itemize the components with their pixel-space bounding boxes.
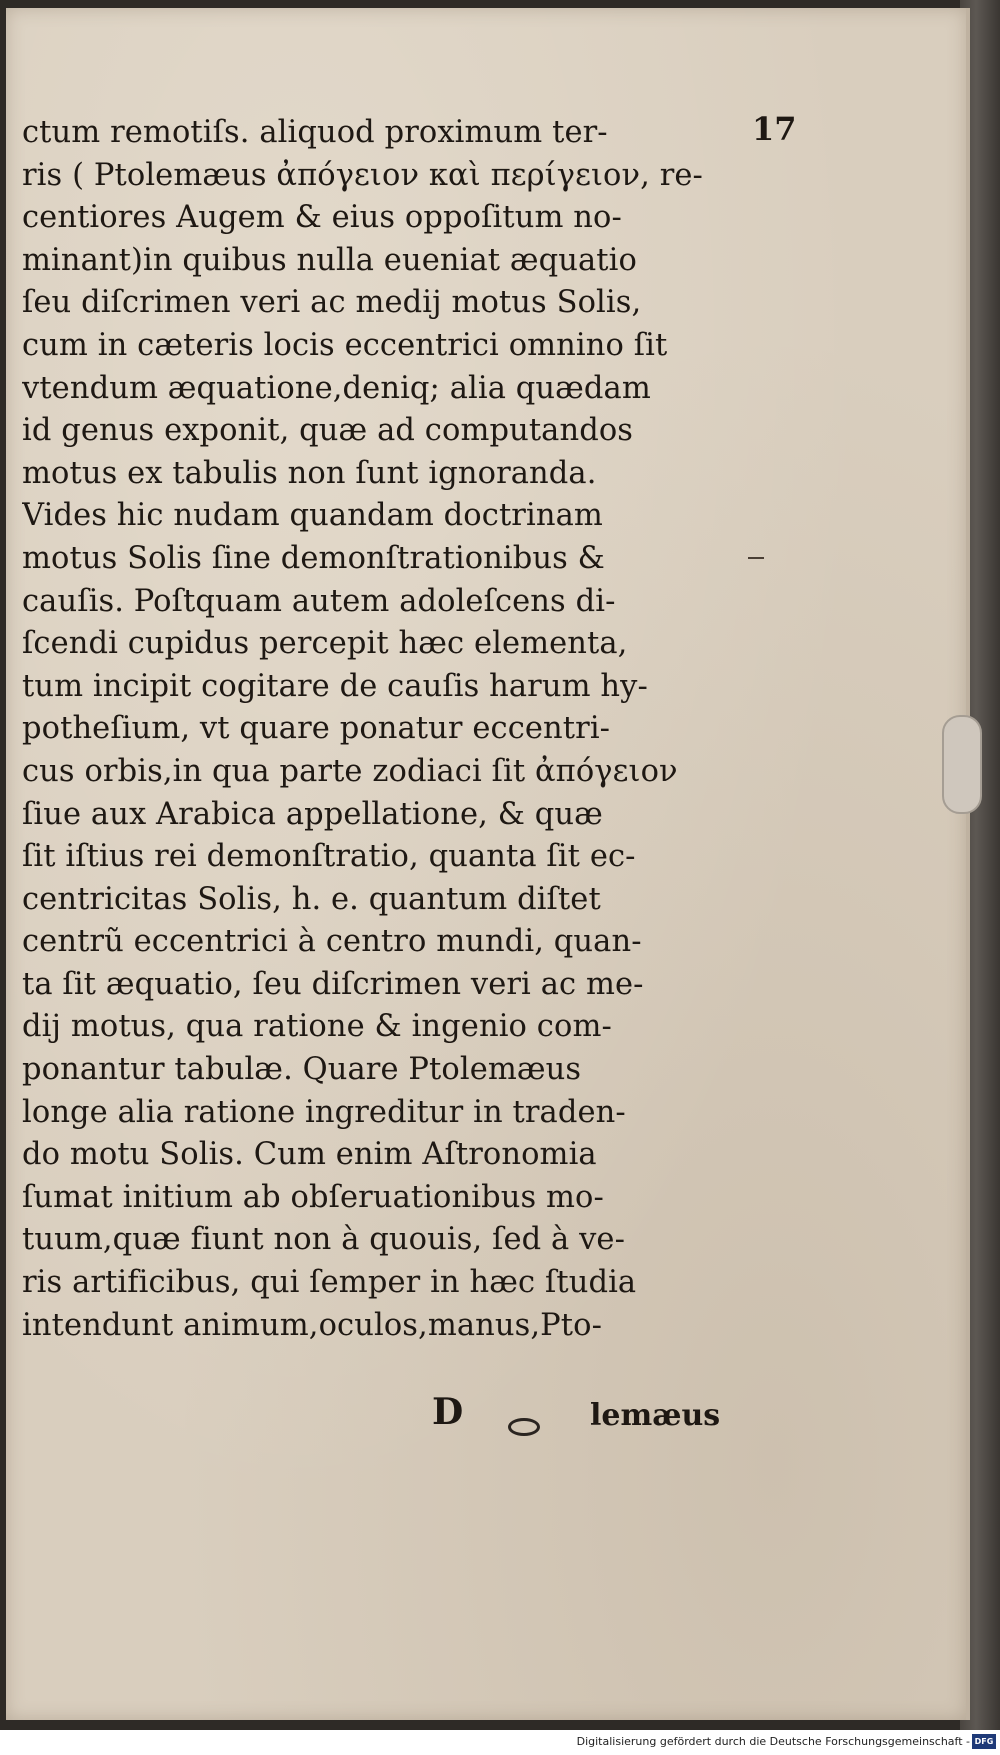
text-line: ris ( Ptolemæus ἀπόγειον καὶ περίγειον, re- [22, 157, 703, 193]
text-line: ſit iſtius rei demonſtratio, quanta ſit ec- [22, 839, 636, 875]
text-line: potheſium, vt quare ponatur eccentri- [22, 711, 611, 747]
text-line: Vides hic nudam quandam doctrinam [22, 498, 603, 534]
page-number: 17 [752, 110, 797, 148]
text-line: centricitas Solis, h. e. quantum diſtet [22, 881, 601, 917]
text-line: tuum,quæ fiunt non à quouis, ſed à ve- [22, 1222, 625, 1258]
text-line: cum in cæteris locis eccentrici omnino ſit [22, 327, 668, 363]
text-line: ctum remotiſs. aliquod proximum ter- [22, 115, 608, 150]
text-line: minant)in quibus nulla eueniat æquatio [22, 242, 637, 278]
page-text [22, 112, 742, 1347]
signature-mark: D [432, 1391, 464, 1433]
dfg-logo: DFG [972, 1734, 996, 1749]
text-line: longe alia ratione ingreditur in traden- [22, 1094, 626, 1130]
digitization-credit: Digitalisierung gefördert durch die Deutsche Forschungsgemeinschaft - [576, 1735, 970, 1748]
text-line: vtendum æquatione,deniq; alia quædam [22, 370, 651, 406]
text-line: centrũ eccentrici à centro mundi, quan- [22, 924, 642, 960]
ink-blot [508, 1418, 540, 1436]
text-line: id genus exponit, quæ ad computandos [22, 413, 634, 449]
text-line: ſeu diſcrimen veri ac medij motus Solis, [22, 285, 642, 321]
page-tab [942, 715, 982, 814]
margin-dash [748, 557, 764, 559]
text-line: motus Solis ſine demonſtrationibus & [22, 540, 605, 576]
text-line: ponantur tabulæ. Quare Ptolemæus [22, 1052, 582, 1088]
text-line: ta ſit æquatio, ſeu diſcrimen veri ac me- [22, 966, 644, 1002]
text-line: tum incipit cogitare de cauſis harum hy- [22, 668, 648, 704]
text-line: do motu Solis. Cum enim Aſtronomia [22, 1137, 597, 1173]
text-line: ſcendi cupidus percepit hæc elementa, [22, 626, 628, 662]
text-line: motus ex tabulis non ſunt ignoranda. [22, 455, 597, 491]
text-line: dij motus, qua ratione & ingenio com- [22, 1009, 612, 1045]
text-line: centiores Augem & eius oppoſitum no- [22, 200, 622, 236]
text-line: ſumat initium ab obſeruationibus mo- [22, 1179, 604, 1215]
text-line: ris artificibus, qui ſemper in hæc ſtudia [22, 1265, 637, 1301]
text-line: ſiue aux Arabica appellatione, & quæ [22, 796, 603, 832]
catchword: lemæus [590, 1398, 721, 1433]
text-line: cauſis. Poſtquam autem adoleſcens di- [22, 583, 616, 619]
text-line: intendunt animum,oculos,manus,Pto- [22, 1307, 603, 1343]
text-line: cus orbis,in qua parte zodiaci ſit ἀπόγειον [22, 753, 678, 789]
